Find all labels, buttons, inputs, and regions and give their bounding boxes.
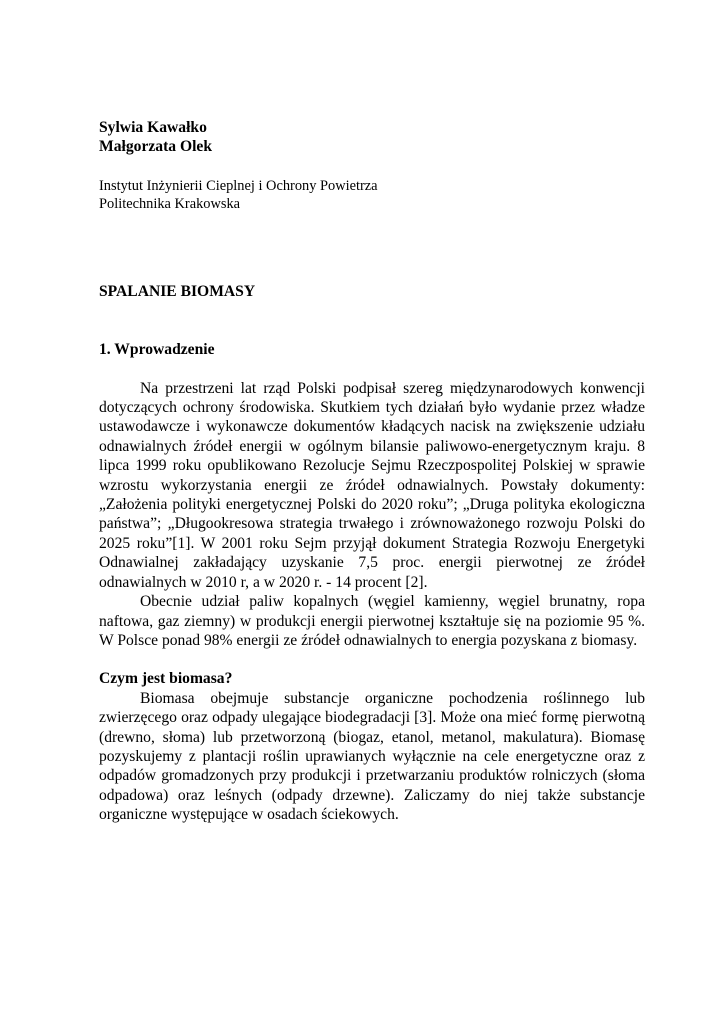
section-heading-introduction: 1. Wprowadzenie xyxy=(99,341,215,359)
document-page xyxy=(99,118,645,825)
body-paragraph: Na przestrzeni lat rząd Polski podpisał szereg międzynarodowych konwencji dotyczących ochrony środowiska. Skutkiem tych działań było wydanie przez władze ustawodawcze i wykonawcze dokumentów kładących nacisk na zwiększenie udziału odnawialnych źródeł energii w ogólnym bilansie paliwowo-energetycznym kraju. 8 lipca 1999 roku opublikowano Rezolucje Sejmu Rzeczpospolitej Polskiej w sprawie wzrostu wykorzystania energii ze źródeł odnawialnych. Powstały dokumenty: „Założenia polityki energetycznej Polski do 2020 roku”; „Druga polityka ekologiczna państwa”; „Długookresowa strategia trwałego i zrównoważonego rozwoju Polski do 2025 roku”[1]. W 2001 roku Sejm przyjął dokument Strategia Rozwoju Energetyki Odnawialnej zakładający uzyskanie 7,5 proc. energii pierwotnej ze źródeł odnawialnych w 2010 r, a w 2020 r. - 14 procent [2]. xyxy=(99,379,645,591)
body-paragraph: Biomasa obejmuje substancje organiczne pochodzenia roślinnego lub zwierzęcego oraz odpady ulegające biodegradacji [3]. Może ona mieć formę pierwotną (drewno, słoma) lub przetworzoną (biogaz, etanol, metanol, makulatura). Biomasę pozyskujemy z plantacji roślin uprawianych wyłącznie na cele energetyczne oraz z odpadów gromadzonych przy produkcji i przetwarzaniu produktów rolniczych (słoma odpadowa) oraz leśnych (odpady drzewne). Zaliczamy do niej także substancje organiczne występujące w osadach ściekowych. xyxy=(99,689,645,824)
body-paragraph: Obecnie udział paliw kopalnych (węgiel kamienny, węgiel brunatny, ropa naftowa, gaz ziemny) w produkcji energii pierwotnej kształtuje się na poziomie 95 %. W Polsce ponad 98% energii ze źródeł odnawialnych to energia pozyskana z biomasy. xyxy=(99,593,645,649)
affiliation-institute: Instytut Inżynierii Cieplnej i Ochrony Powietrza xyxy=(99,177,378,194)
affiliation-university: Politechnika Krakowska xyxy=(99,196,241,213)
author-list xyxy=(99,118,645,157)
author-name: Sylwia Kawałko xyxy=(99,119,207,136)
section-heading-biomass: Czym jest biomasa? xyxy=(99,670,233,688)
affiliation xyxy=(99,177,645,214)
author-name: Małgorzata Olek xyxy=(99,138,213,156)
paper-title: SPALANIE BIOMASY xyxy=(99,282,256,300)
